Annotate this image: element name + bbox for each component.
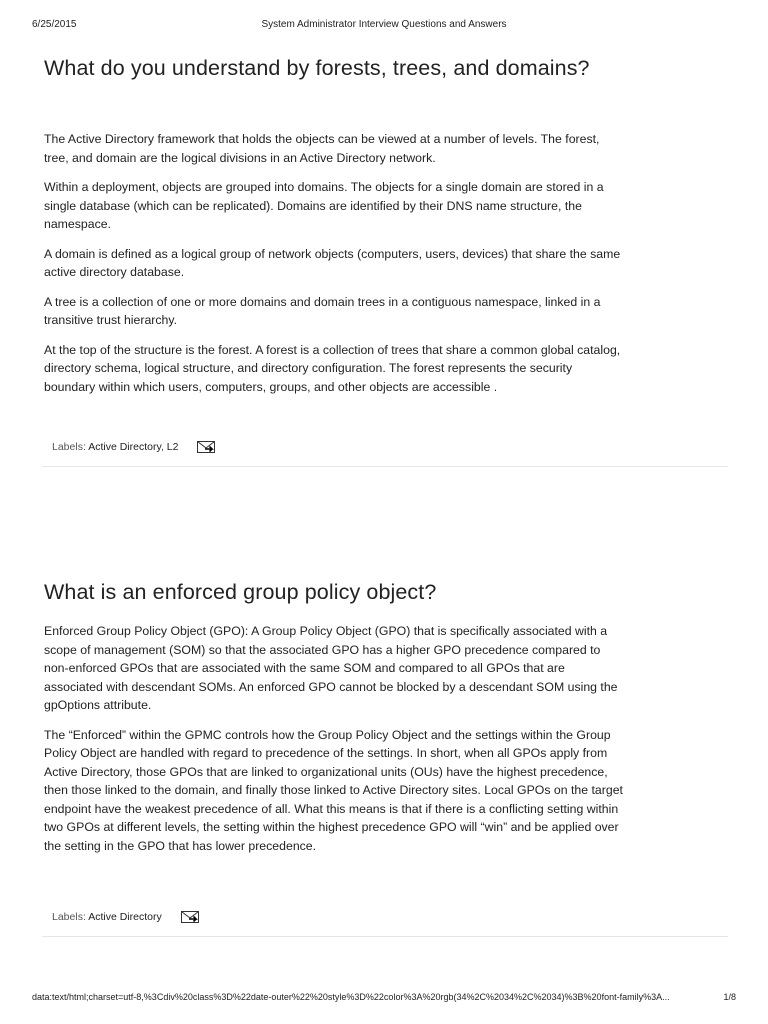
post-paragraph: Enforced Group Policy Object (GPO): A Group Policy Object (GPO) that is specifically associated with a scope of management (SOM) so that the associated GPO has a higher GPO precedence compared to non-enforced GPOs that are associated with the same SOM and compared to all GPOs that are associated with descendant SOMs. An enforced GPO cannot be blocked by a descendant SOM using the gpOptions attribute.	[44, 624, 618, 712]
post-labels	[52, 441, 215, 453]
print-page-number: 1/8	[723, 992, 736, 1002]
post-divider	[42, 936, 728, 937]
post-paragraph: At the top of the structure is the forest. A forest is a collection of trees that share a common global catalog, directory schema, logical structure, and directory configuration. The forest represents the security boundary within which users, computers, groups, and other objects are accessible .	[44, 342, 621, 394]
print-document-title: System Administrator Interview Questions and Answers	[261, 19, 507, 30]
label-link-active-directory[interactable]: Active Directory	[88, 441, 161, 453]
labels-caption: Labels:	[52, 441, 86, 453]
print-footer	[32, 992, 736, 1004]
label-link-l2[interactable]: L2	[166, 441, 179, 453]
post-divider	[42, 466, 728, 467]
post-body	[44, 130, 624, 396]
post-title[interactable]: What do you understand by forests, trees, and domains?	[44, 56, 590, 80]
label-link-active-directory[interactable]: Active Directory	[88, 911, 162, 923]
labels-caption: Labels:	[52, 911, 86, 923]
post-paragraph: A domain is defined as a logical group of network objects (computers, users, devices) that share the same active directory database.	[44, 246, 621, 279]
post-title[interactable]: What is an enforced group policy object?	[44, 580, 437, 604]
post-labels	[52, 911, 199, 923]
post-forests-trees-domains	[44, 56, 728, 407]
print-header	[32, 19, 736, 33]
email-post-icon[interactable]	[181, 911, 199, 923]
email-post-icon[interactable]	[197, 441, 215, 453]
post-enforced-gpo	[44, 580, 728, 866]
label-separator: ,	[160, 441, 167, 453]
print-source-url: data:text/html;charset=utf-8,%3Cdiv%20class%3D%22date-outer%22%20style%3D%22color%3A%20rgb(34%2C%2034%2C%2034)%3B%20font-family%3A...	[32, 992, 670, 1002]
post-paragraph: A tree is a collection of one or more domains and domain trees in a contiguous namespace, linked in a transitive trust hierarchy.	[44, 294, 601, 327]
post-paragraph: Within a deployment, objects are grouped into domains. The objects for a single domain are stored in a single database (which can be replicated). Domains are identified by their DNS name structure, the namespace.	[44, 180, 604, 231]
post-body	[44, 622, 624, 855]
post-paragraph: The Active Directory framework that holds the objects can be viewed at a number of levels. The forest, tree, and domain are the logical divisions in an Active Directory network.	[44, 132, 600, 165]
post-paragraph: The “Enforced” within the GPMC controls how the Group Policy Object and the settings within the Group Policy Object are handled with regard to precedence of the settings. In short, when all GPOs apply from Active Directory, those GPOs that are linked to organizational units (OUs) have the highest precedence, then those linked to the domain, and finally those linked to Active Directory sites. Local GPOs on the target endpoint have the weakest precedence of all. What this means is that if there is a conflicting setting within two GPOs at different levels, the setting within the highest precedence GPO will “win” and be applied over the setting in the GPO that has lower precedence.	[44, 727, 623, 853]
print-date: 6/25/2015	[32, 19, 77, 30]
